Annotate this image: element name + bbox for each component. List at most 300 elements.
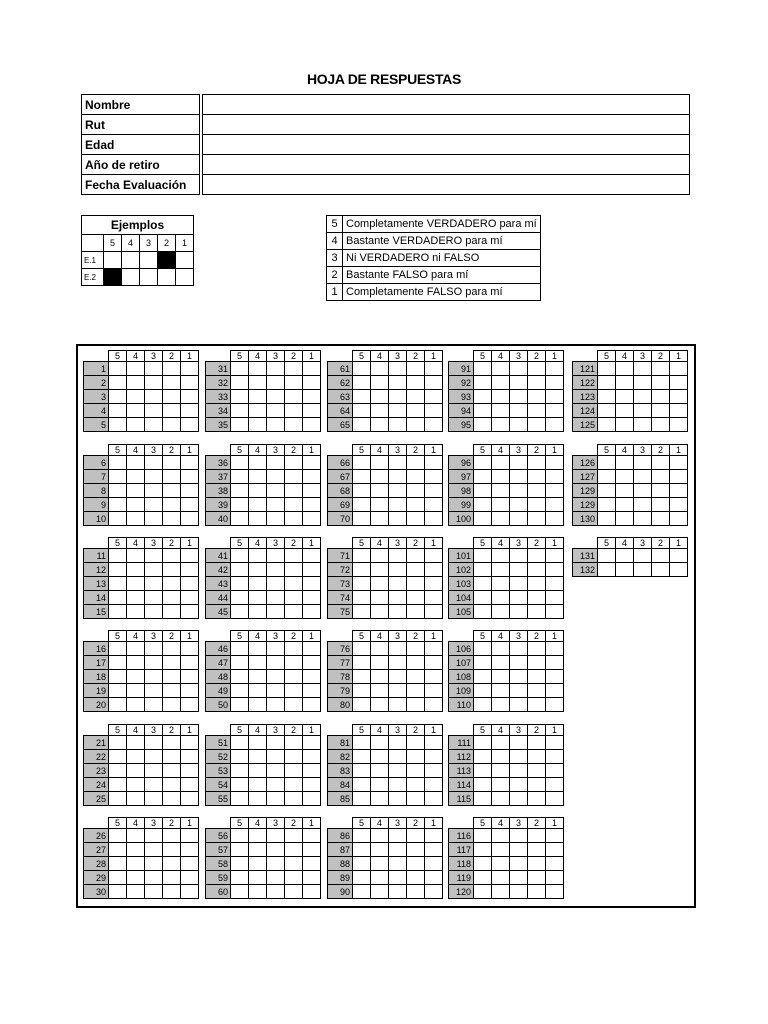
answer-cell[interactable] [407, 484, 425, 498]
answer-cell[interactable] [546, 885, 564, 899]
answer-cell[interactable] [109, 390, 127, 404]
answer-cell[interactable] [546, 764, 564, 778]
answer-cell[interactable] [652, 512, 670, 526]
answer-cell[interactable] [616, 404, 634, 418]
answer-cell[interactable] [510, 512, 528, 526]
answer-cell[interactable] [371, 512, 389, 526]
answer-cell[interactable] [285, 829, 303, 843]
answer-cell[interactable] [285, 843, 303, 857]
answer-cell[interactable] [353, 764, 371, 778]
answer-cell[interactable] [181, 829, 199, 843]
answer-cell[interactable] [303, 698, 321, 712]
answer-cell[interactable] [670, 563, 688, 577]
answer-cell[interactable] [652, 404, 670, 418]
answer-cell[interactable] [371, 484, 389, 498]
answer-cell[interactable] [249, 736, 267, 750]
answer-cell[interactable] [231, 591, 249, 605]
answer-cell[interactable] [163, 563, 181, 577]
answer-cell[interactable] [598, 512, 616, 526]
answer-cell[interactable] [670, 418, 688, 432]
answer-cell[interactable] [145, 736, 163, 750]
answer-cell[interactable] [267, 857, 285, 871]
answer-cell[interactable] [163, 418, 181, 432]
answer-cell[interactable] [127, 512, 145, 526]
answer-cell[interactable] [510, 390, 528, 404]
answer-cell[interactable] [425, 390, 443, 404]
answer-cell[interactable] [492, 512, 510, 526]
answer-cell[interactable] [285, 736, 303, 750]
answer-cell[interactable] [528, 577, 546, 591]
answer-cell[interactable] [231, 698, 249, 712]
answer-cell[interactable] [407, 670, 425, 684]
answer-cell[interactable] [492, 829, 510, 843]
answer-cell[interactable] [353, 656, 371, 670]
answer-cell[interactable] [163, 764, 181, 778]
answer-cell[interactable] [181, 656, 199, 670]
answer-cell[interactable] [127, 418, 145, 432]
answer-cell[interactable] [546, 871, 564, 885]
answer-cell[interactable] [425, 563, 443, 577]
answer-cell[interactable] [249, 577, 267, 591]
answer-cell[interactable] [528, 563, 546, 577]
answer-cell[interactable] [528, 642, 546, 656]
answer-cell[interactable] [407, 498, 425, 512]
answer-cell[interactable] [267, 591, 285, 605]
answer-cell[interactable] [231, 656, 249, 670]
answer-cell[interactable] [127, 390, 145, 404]
answer-cell[interactable] [407, 577, 425, 591]
answer-cell[interactable] [670, 512, 688, 526]
answer-cell[interactable] [598, 456, 616, 470]
answer-cell[interactable] [231, 563, 249, 577]
answer-cell[interactable] [389, 684, 407, 698]
answer-cell[interactable] [474, 563, 492, 577]
answer-cell[interactable] [492, 390, 510, 404]
answer-cell[interactable] [181, 642, 199, 656]
answer-cell[interactable] [181, 684, 199, 698]
answer-cell[interactable] [353, 698, 371, 712]
answer-cell[interactable] [145, 376, 163, 390]
answer-cell[interactable] [425, 577, 443, 591]
answer-cell[interactable] [163, 857, 181, 871]
answer-cell[interactable] [371, 871, 389, 885]
answer-cell[interactable] [389, 470, 407, 484]
answer-cell[interactable] [425, 376, 443, 390]
answer-cell[interactable] [303, 512, 321, 526]
answer-cell[interactable] [425, 736, 443, 750]
answer-cell[interactable] [353, 871, 371, 885]
answer-cell[interactable] [109, 605, 127, 619]
answer-cell[interactable] [303, 563, 321, 577]
answer-cell[interactable] [145, 792, 163, 806]
answer-cell[interactable] [127, 736, 145, 750]
answer-cell[interactable] [474, 778, 492, 792]
answer-cell[interactable] [303, 376, 321, 390]
answer-cell[interactable] [285, 656, 303, 670]
answer-cell[interactable] [389, 390, 407, 404]
answer-cell[interactable] [492, 577, 510, 591]
answer-cell[interactable] [285, 750, 303, 764]
answer-cell[interactable] [371, 456, 389, 470]
answer-cell[interactable] [285, 778, 303, 792]
answer-cell[interactable] [407, 404, 425, 418]
answer-cell[interactable] [109, 843, 127, 857]
answer-cell[interactable] [267, 563, 285, 577]
answer-cell[interactable] [474, 376, 492, 390]
answer-cell[interactable] [546, 591, 564, 605]
answer-cell[interactable] [546, 456, 564, 470]
answer-cell[interactable] [510, 376, 528, 390]
answer-cell[interactable] [546, 404, 564, 418]
answer-cell[interactable] [407, 605, 425, 619]
answer-cell[interactable] [181, 605, 199, 619]
answer-cell[interactable] [353, 498, 371, 512]
answer-cell[interactable] [267, 605, 285, 619]
answer-cell[interactable] [670, 362, 688, 376]
answer-cell[interactable] [389, 698, 407, 712]
answer-cell[interactable] [303, 656, 321, 670]
answer-cell[interactable] [145, 549, 163, 563]
answer-cell[interactable] [285, 670, 303, 684]
answer-cell[interactable] [371, 577, 389, 591]
answer-cell[interactable] [249, 871, 267, 885]
answer-cell[interactable] [181, 698, 199, 712]
answer-cell[interactable] [425, 792, 443, 806]
answer-cell[interactable] [267, 885, 285, 899]
answer-cell[interactable] [425, 764, 443, 778]
answer-cell[interactable] [389, 456, 407, 470]
answer-cell[interactable] [546, 642, 564, 656]
answer-cell[interactable] [267, 670, 285, 684]
answer-cell[interactable] [267, 456, 285, 470]
answer-cell[interactable] [474, 750, 492, 764]
answer-cell[interactable] [231, 605, 249, 619]
answer-cell[interactable] [181, 498, 199, 512]
answer-cell[interactable] [145, 470, 163, 484]
answer-cell[interactable] [267, 656, 285, 670]
answer-cell[interactable] [267, 512, 285, 526]
answer-cell[interactable] [127, 498, 145, 512]
answer-cell[interactable] [231, 642, 249, 656]
answer-cell[interactable] [407, 764, 425, 778]
answer-cell[interactable] [546, 484, 564, 498]
answer-cell[interactable] [546, 857, 564, 871]
answer-cell[interactable] [510, 642, 528, 656]
answer-cell[interactable] [109, 684, 127, 698]
answer-cell[interactable] [163, 698, 181, 712]
answer-cell[interactable] [474, 591, 492, 605]
answer-cell[interactable] [249, 885, 267, 899]
answer-cell[interactable] [353, 885, 371, 899]
answer-cell[interactable] [652, 456, 670, 470]
answer-cell[interactable] [407, 563, 425, 577]
answer-cell[interactable] [145, 656, 163, 670]
answer-cell[interactable] [303, 390, 321, 404]
answer-cell[interactable] [546, 390, 564, 404]
answer-cell[interactable] [181, 885, 199, 899]
answer-cell[interactable] [510, 563, 528, 577]
answer-cell[interactable] [285, 698, 303, 712]
answer-cell[interactable] [492, 750, 510, 764]
answer-cell[interactable] [285, 404, 303, 418]
answer-cell[interactable] [285, 418, 303, 432]
answer-cell[interactable] [510, 843, 528, 857]
answer-cell[interactable] [145, 362, 163, 376]
answer-cell[interactable] [389, 656, 407, 670]
answer-cell[interactable] [492, 885, 510, 899]
answer-cell[interactable] [353, 591, 371, 605]
answer-cell[interactable] [163, 591, 181, 605]
answer-cell[interactable] [616, 376, 634, 390]
answer-cell[interactable] [425, 591, 443, 605]
answer-cell[interactable] [616, 549, 634, 563]
answer-cell[interactable] [249, 792, 267, 806]
answer-cell[interactable] [285, 792, 303, 806]
answer-cell[interactable] [285, 484, 303, 498]
answer-cell[interactable] [425, 512, 443, 526]
answer-cell[interactable] [249, 549, 267, 563]
answer-cell[interactable] [546, 549, 564, 563]
answer-cell[interactable] [145, 885, 163, 899]
answer-cell[interactable] [181, 362, 199, 376]
answer-cell[interactable] [528, 376, 546, 390]
answer-cell[interactable] [389, 577, 407, 591]
answer-cell[interactable] [389, 362, 407, 376]
answer-cell[interactable] [528, 404, 546, 418]
answer-cell[interactable] [231, 684, 249, 698]
answer-cell[interactable] [389, 871, 407, 885]
answer-cell[interactable] [407, 470, 425, 484]
rut-field[interactable] [203, 115, 690, 135]
answer-cell[interactable] [407, 698, 425, 712]
answer-cell[interactable] [634, 456, 652, 470]
answer-cell[interactable] [492, 656, 510, 670]
answer-cell[interactable] [598, 404, 616, 418]
answer-cell[interactable] [353, 404, 371, 418]
answer-cell[interactable] [267, 750, 285, 764]
answer-cell[interactable] [145, 512, 163, 526]
answer-cell[interactable] [528, 764, 546, 778]
answer-cell[interactable] [127, 829, 145, 843]
answer-cell[interactable] [546, 470, 564, 484]
answer-cell[interactable] [389, 404, 407, 418]
answer-cell[interactable] [616, 484, 634, 498]
answer-cell[interactable] [652, 390, 670, 404]
answer-cell[interactable] [163, 498, 181, 512]
answer-cell[interactable] [231, 470, 249, 484]
answer-cell[interactable] [163, 577, 181, 591]
answer-cell[interactable] [127, 549, 145, 563]
answer-cell[interactable] [474, 549, 492, 563]
answer-cell[interactable] [474, 764, 492, 778]
answer-cell[interactable] [303, 498, 321, 512]
answer-cell[interactable] [109, 418, 127, 432]
answer-cell[interactable] [371, 764, 389, 778]
answer-cell[interactable] [510, 484, 528, 498]
answer-cell[interactable] [109, 456, 127, 470]
answer-cell[interactable] [510, 670, 528, 684]
answer-cell[interactable] [285, 362, 303, 376]
answer-cell[interactable] [634, 390, 652, 404]
answer-cell[interactable] [474, 498, 492, 512]
answer-cell[interactable] [145, 843, 163, 857]
answer-cell[interactable] [285, 857, 303, 871]
answer-cell[interactable] [303, 792, 321, 806]
answer-cell[interactable] [127, 642, 145, 656]
answer-cell[interactable] [145, 591, 163, 605]
answer-cell[interactable] [163, 829, 181, 843]
answer-cell[interactable] [652, 418, 670, 432]
answer-cell[interactable] [616, 390, 634, 404]
answer-cell[interactable] [670, 404, 688, 418]
answer-cell[interactable] [163, 456, 181, 470]
answer-cell[interactable] [163, 750, 181, 764]
answer-cell[interactable] [670, 470, 688, 484]
answer-cell[interactable] [634, 362, 652, 376]
answer-cell[interactable] [181, 792, 199, 806]
answer-cell[interactable] [634, 512, 652, 526]
answer-cell[interactable] [163, 642, 181, 656]
answer-cell[interactable] [492, 605, 510, 619]
answer-cell[interactable] [303, 470, 321, 484]
answer-cell[interactable] [389, 736, 407, 750]
answer-cell[interactable] [109, 549, 127, 563]
answer-cell[interactable] [528, 885, 546, 899]
answer-cell[interactable] [249, 418, 267, 432]
answer-cell[interactable] [510, 470, 528, 484]
answer-cell[interactable] [249, 362, 267, 376]
answer-cell[interactable] [249, 829, 267, 843]
answer-cell[interactable] [474, 512, 492, 526]
answer-cell[interactable] [127, 778, 145, 792]
answer-cell[interactable] [249, 670, 267, 684]
answer-cell[interactable] [407, 362, 425, 376]
answer-cell[interactable] [510, 404, 528, 418]
answer-cell[interactable] [249, 698, 267, 712]
answer-cell[interactable] [353, 829, 371, 843]
answer-cell[interactable] [389, 605, 407, 619]
answer-cell[interactable] [407, 418, 425, 432]
answer-cell[interactable] [267, 736, 285, 750]
answer-cell[interactable] [474, 470, 492, 484]
answer-cell[interactable] [231, 362, 249, 376]
answer-cell[interactable] [510, 577, 528, 591]
answer-cell[interactable] [249, 764, 267, 778]
answer-cell[interactable] [109, 563, 127, 577]
answer-cell[interactable] [546, 698, 564, 712]
answer-cell[interactable] [181, 512, 199, 526]
answer-cell[interactable] [407, 857, 425, 871]
answer-cell[interactable] [145, 642, 163, 656]
answer-cell[interactable] [109, 577, 127, 591]
answer-cell[interactable] [181, 778, 199, 792]
answer-cell[interactable] [163, 512, 181, 526]
answer-cell[interactable] [231, 857, 249, 871]
answer-cell[interactable] [231, 885, 249, 899]
answer-cell[interactable] [285, 577, 303, 591]
answer-cell[interactable] [598, 376, 616, 390]
answer-cell[interactable] [634, 470, 652, 484]
answer-cell[interactable] [267, 792, 285, 806]
answer-cell[interactable] [492, 362, 510, 376]
answer-cell[interactable] [528, 418, 546, 432]
answer-cell[interactable] [127, 871, 145, 885]
answer-cell[interactable] [109, 792, 127, 806]
answer-cell[interactable] [353, 563, 371, 577]
answer-cell[interactable] [249, 512, 267, 526]
answer-cell[interactable] [109, 591, 127, 605]
answer-cell[interactable] [249, 642, 267, 656]
answer-cell[interactable] [371, 376, 389, 390]
answer-cell[interactable] [492, 684, 510, 698]
answer-cell[interactable] [598, 549, 616, 563]
answer-cell[interactable] [109, 750, 127, 764]
answer-cell[interactable] [425, 404, 443, 418]
answer-cell[interactable] [303, 736, 321, 750]
answer-cell[interactable] [145, 778, 163, 792]
answer-cell[interactable] [303, 577, 321, 591]
ano-retiro-field[interactable] [203, 155, 690, 175]
answer-cell[interactable] [634, 376, 652, 390]
answer-cell[interactable] [163, 656, 181, 670]
answer-cell[interactable] [474, 792, 492, 806]
answer-cell[interactable] [528, 792, 546, 806]
answer-cell[interactable] [371, 390, 389, 404]
answer-cell[interactable] [231, 778, 249, 792]
answer-cell[interactable] [546, 362, 564, 376]
answer-cell[interactable] [510, 736, 528, 750]
answer-cell[interactable] [528, 698, 546, 712]
answer-cell[interactable] [670, 484, 688, 498]
answer-cell[interactable] [267, 498, 285, 512]
answer-cell[interactable] [546, 792, 564, 806]
answer-cell[interactable] [353, 857, 371, 871]
answer-cell[interactable] [285, 549, 303, 563]
answer-cell[interactable] [181, 404, 199, 418]
answer-cell[interactable] [371, 736, 389, 750]
answer-cell[interactable] [353, 778, 371, 792]
answer-cell[interactable] [127, 470, 145, 484]
answer-cell[interactable] [492, 871, 510, 885]
answer-cell[interactable] [181, 470, 199, 484]
answer-cell[interactable] [353, 418, 371, 432]
answer-cell[interactable] [474, 698, 492, 712]
answer-cell[interactable] [181, 764, 199, 778]
answer-cell[interactable] [652, 484, 670, 498]
answer-cell[interactable] [425, 362, 443, 376]
answer-cell[interactable] [249, 498, 267, 512]
answer-cell[interactable] [598, 362, 616, 376]
answer-cell[interactable] [181, 857, 199, 871]
answer-cell[interactable] [249, 456, 267, 470]
answer-cell[interactable] [492, 404, 510, 418]
answer-cell[interactable] [652, 563, 670, 577]
answer-cell[interactable] [528, 778, 546, 792]
answer-cell[interactable] [492, 591, 510, 605]
answer-cell[interactable] [353, 750, 371, 764]
answer-cell[interactable] [303, 605, 321, 619]
answer-cell[interactable] [353, 362, 371, 376]
answer-cell[interactable] [616, 456, 634, 470]
answer-cell[interactable] [127, 591, 145, 605]
answer-cell[interactable] [510, 549, 528, 563]
answer-cell[interactable] [598, 470, 616, 484]
answer-cell[interactable] [546, 563, 564, 577]
answer-cell[interactable] [145, 670, 163, 684]
answer-cell[interactable] [528, 684, 546, 698]
answer-cell[interactable] [389, 418, 407, 432]
answer-cell[interactable] [231, 549, 249, 563]
